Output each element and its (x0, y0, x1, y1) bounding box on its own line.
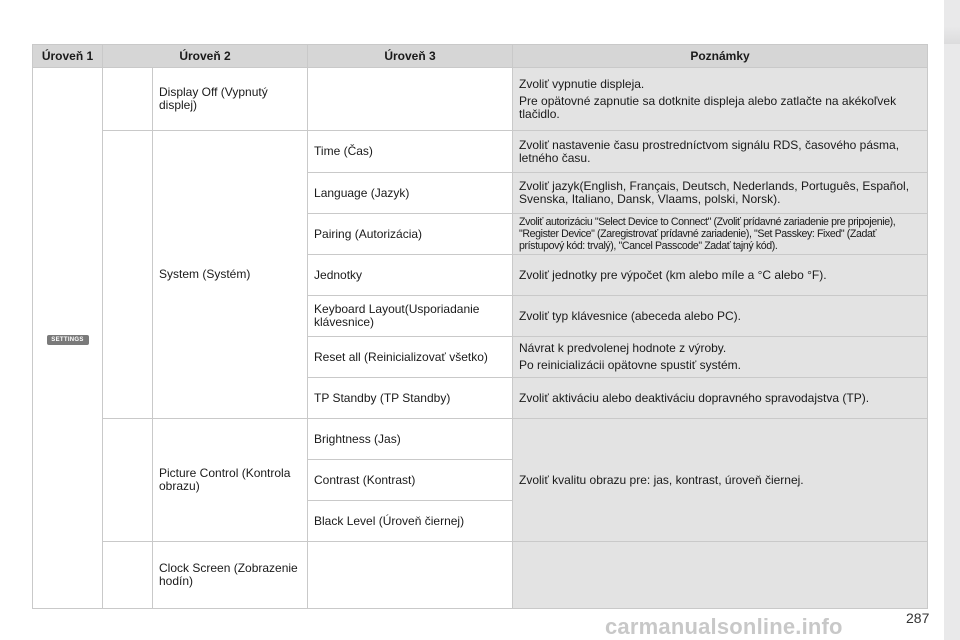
note-language: Zvoliť jazyk(English, Français, Deutsch, Nederlands, Português, Español, Svenska, Italiano, Dansk, Vlaams, polski, Norsk). (513, 173, 928, 214)
header-level1: Úroveň 1 (33, 45, 103, 68)
page-corner (944, 0, 960, 44)
level3-tp-standby: TP Standby (TP Standby) (308, 378, 513, 419)
watermark-text: carmanualsonline.info (605, 614, 843, 639)
note-tp-standby: Zvoliť aktiváciu alebo deaktiváciu dopravného spravodajstva (TP). (513, 378, 928, 419)
table-header-row (33, 45, 928, 68)
level2-system: System (Systém) (153, 131, 308, 419)
note-pairing: Zvoliť autorizáciu "Select Device to Connect" (Zvoliť prídavné zariadenie pre pripojenie), "Register Device" (Zaregistrovať prídavné zariadenie), "Set Passkey: Fixed" (Zadať prístupový kód: trvalý), "Cancel Passcode" Zadať tajný kód). (513, 214, 928, 255)
note-time: Zvoliť nastavenie času prostredníctvom signálu RDS, časového pásma, letného času. (513, 131, 928, 173)
table-row (33, 419, 928, 460)
spacer-cell (103, 68, 153, 131)
level3-pairing: Pairing (Autorizácia) (308, 214, 513, 255)
note-line: Pre opätovné zapnutie sa dotknite displeja alebo zatlačte na akékoľvek tlačidlo. (519, 93, 897, 121)
table-row (33, 68, 928, 131)
level2-display-off: Display Off (Vypnutý displej) (153, 68, 308, 131)
header-notes: Poznámky (513, 45, 928, 68)
note-units: Zvoliť jednotky pre výpočet (km alebo míle a °C alebo °F). (513, 255, 928, 296)
spacer-cell (103, 419, 153, 542)
level3-empty (308, 542, 513, 609)
settings-button-icon: SETTINGS (47, 335, 89, 345)
spacer-cell (103, 131, 153, 419)
level3-language: Language (Jazyk) (308, 173, 513, 214)
note-line: Zvoliť vypnutie displeja. (519, 76, 645, 91)
settings-menu-table (32, 44, 928, 609)
level3-empty (308, 68, 513, 131)
page-edge-strip (944, 0, 960, 640)
table-row (33, 542, 928, 609)
header-level3: Úroveň 3 (308, 45, 513, 68)
page-number: 287 (906, 610, 930, 626)
level3-units: Jednotky (308, 255, 513, 296)
level3-contrast: Contrast (Kontrast) (308, 460, 513, 501)
level1-cell (33, 68, 103, 609)
header-level2: Úroveň 2 (103, 45, 308, 68)
level3-brightness: Brightness (Jas) (308, 419, 513, 460)
note-display-off (513, 68, 928, 131)
table-row (33, 131, 928, 173)
note-line: Po reinicializácii opätovne spustiť systém. (519, 358, 741, 372)
level2-clock-screen: Clock Screen (Zobrazenie hodín) (153, 542, 308, 609)
note-empty (513, 542, 928, 609)
level3-reset: Reset all (Reinicializovať všetko) (308, 337, 513, 378)
note-reset (513, 337, 928, 378)
note-keyboard: Zvoliť typ klávesnice (abeceda alebo PC). (513, 296, 928, 337)
level3-time: Time (Čas) (308, 131, 513, 173)
note-line: Návrat k predvolenej hodnote z výroby. (519, 341, 727, 355)
spacer-cell (103, 542, 153, 609)
level3-black-level: Black Level (Úroveň čiernej) (308, 501, 513, 542)
level2-picture-control: Picture Control (Kontrola obrazu) (153, 419, 308, 542)
level3-keyboard: Keyboard Layout(Usporiadanie klávesnice) (308, 296, 513, 337)
note-picture-control: Zvoliť kvalitu obrazu pre: jas, kontrast, úroveň čiernej. (513, 419, 928, 542)
